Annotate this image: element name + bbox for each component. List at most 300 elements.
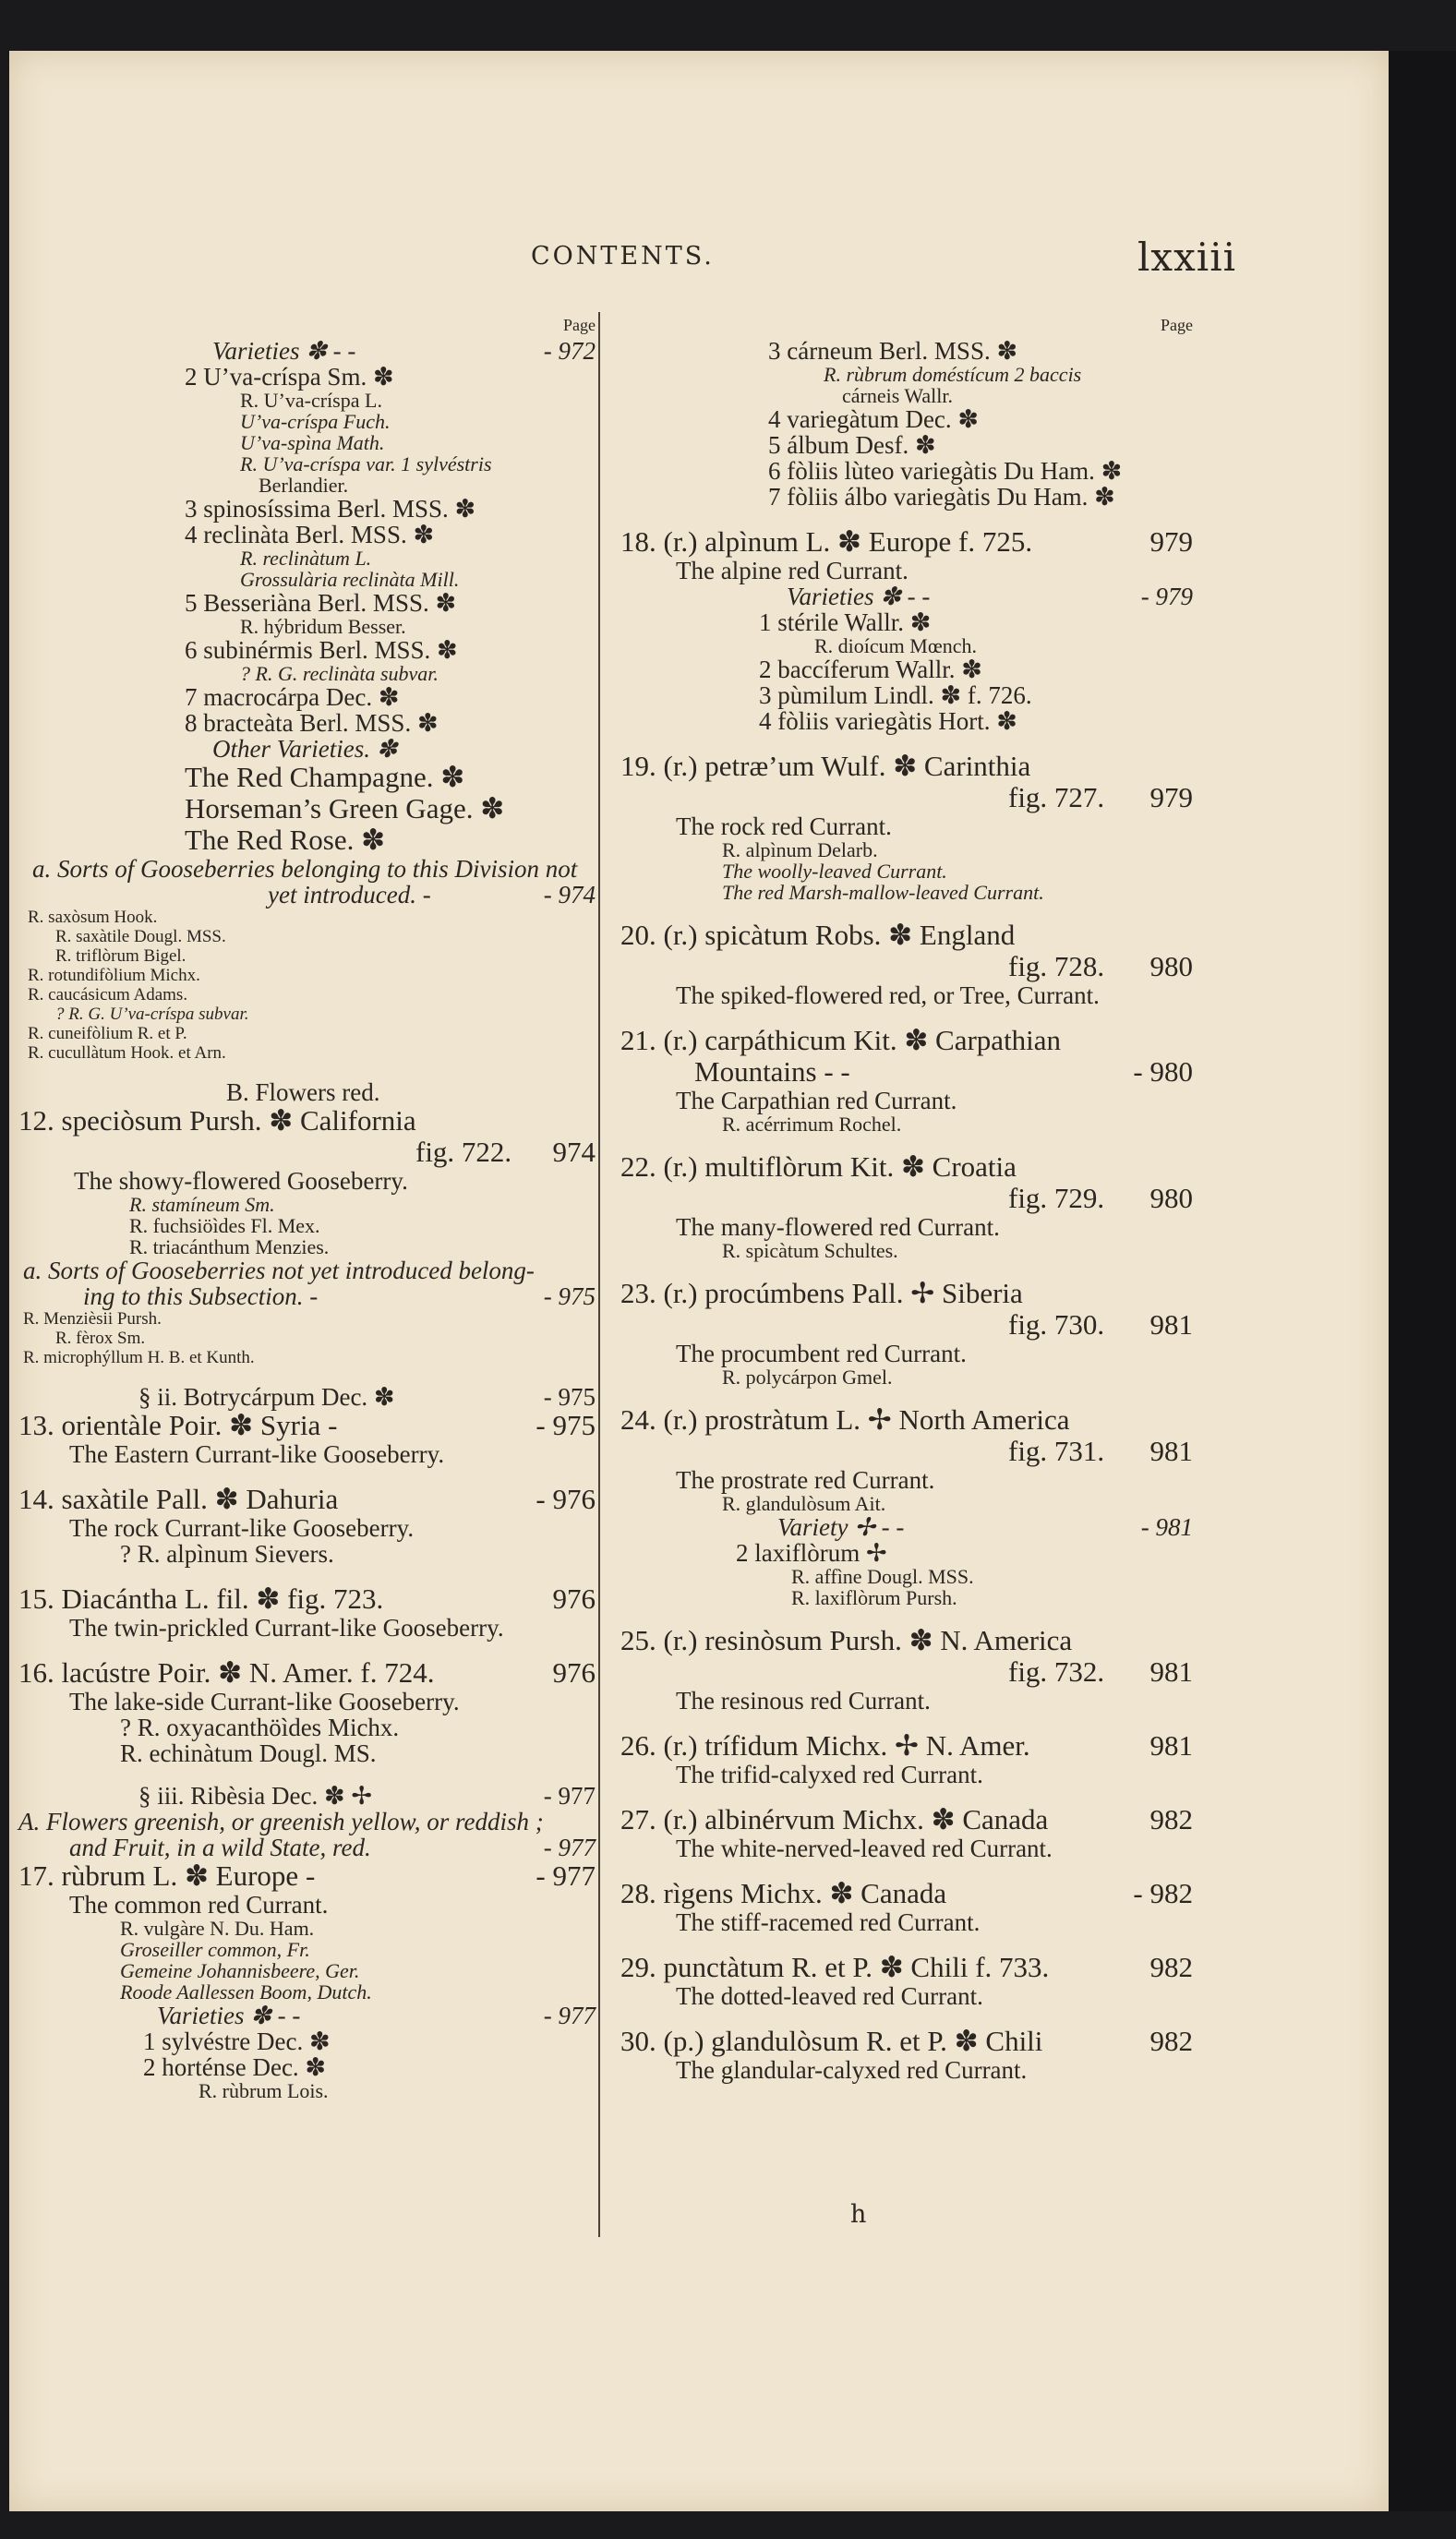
toc-entry-text: 3 spinosíssima Berl. MSS. ✽ bbox=[185, 495, 476, 523]
toc-line bbox=[611, 1341, 1193, 1366]
toc-entry-text: The twin-prickled Currant-like Gooseberry. bbox=[69, 1614, 504, 1642]
toc-entry-text: Groseiller common, Fr. bbox=[120, 1938, 310, 1961]
toc-line bbox=[611, 406, 1193, 432]
toc-line bbox=[611, 1762, 1193, 1787]
toc-line bbox=[18, 1137, 596, 1168]
toc-page-ref: - 975 bbox=[535, 1409, 596, 1441]
toc-entry-text: 22. (r.) multiflòrum Kit. ✽ Croatia bbox=[620, 1150, 1017, 1183]
toc-line bbox=[18, 1484, 596, 1515]
toc-line bbox=[18, 1583, 596, 1615]
toc-entry-text: 19. (r.) petræ’um Wulf. ✽ Carinthia bbox=[620, 750, 1031, 782]
toc-line bbox=[18, 1567, 596, 1583]
toc-page-ref: - 982 bbox=[1133, 1877, 1193, 1909]
toc-entry-text: yet introduced. - bbox=[268, 881, 431, 909]
toc-entry-text: The common red Currant. bbox=[69, 1891, 329, 1919]
toc-entry-text: R. fèrox Sm. bbox=[55, 1329, 146, 1348]
toc-entry-text: R. echinàtum Dougl. MS. bbox=[120, 1739, 377, 1767]
toc-entry-text: 16. lacústre Poir. ✽ N. Amer. f. 724. bbox=[18, 1656, 435, 1689]
toc-line bbox=[611, 1261, 1193, 1278]
toc-entry-text: R. saxòsum Hook. bbox=[28, 908, 158, 927]
toc-entry-text: 7 macrocárpa Dec. ✽ bbox=[185, 683, 400, 711]
toc-line bbox=[18, 1005, 596, 1024]
toc-line bbox=[18, 946, 596, 966]
toc-line bbox=[18, 1441, 596, 1467]
toc-line bbox=[18, 2054, 596, 2080]
toc-line bbox=[611, 1309, 1193, 1341]
toc-line bbox=[611, 526, 1193, 558]
toc-entry-text: The trifid-calyxed red Currant. bbox=[676, 1761, 983, 1788]
toc-line bbox=[18, 1384, 596, 1410]
toc-line bbox=[18, 1809, 596, 1835]
toc-line bbox=[611, 1436, 1193, 1467]
toc-line bbox=[18, 2080, 596, 2101]
toc-line bbox=[611, 1730, 1193, 1762]
toc-line bbox=[18, 1783, 596, 1809]
toc-entry-text: The rock red Currant. bbox=[676, 812, 892, 840]
toc-entry-text: and Fruit, in a wild State, red. bbox=[69, 1834, 371, 1861]
toc-line bbox=[18, 1715, 596, 1740]
toc-entry-text: ? R. alpìnum Sievers. bbox=[120, 1540, 334, 1568]
toc-line bbox=[611, 734, 1193, 751]
toc-entry-text: R. acérrimum Rochel. bbox=[722, 1113, 902, 1136]
toc-entry-text: 4 fòliis variegàtis Hort. ✽ bbox=[759, 707, 1017, 735]
toc-line bbox=[18, 1024, 596, 1043]
toc-entry-text: 24. (r.) prostràtum L. ✢ North America bbox=[620, 1403, 1070, 1436]
toc-entry-text: Roode Aallessen Boom, Dutch. bbox=[120, 1980, 372, 2004]
toc-line bbox=[611, 312, 1193, 338]
toc-line bbox=[611, 1909, 1193, 1935]
toc-page-ref: 979 bbox=[1149, 781, 1193, 813]
toc-entry-text: R. U’va-críspa L. bbox=[240, 389, 382, 412]
toc-entry-text: fig. 728. bbox=[1008, 950, 1105, 982]
toc-page-ref: 981 bbox=[1149, 1655, 1193, 1688]
toc-entry-text: The red Marsh-mallow-leaved Currant. bbox=[722, 881, 1044, 904]
toc-line bbox=[611, 584, 1193, 609]
toc-line bbox=[611, 1214, 1193, 1240]
toc-entry-text: Grossulària reclinàta Mill. bbox=[240, 568, 460, 591]
toc-line bbox=[18, 569, 596, 590]
toc-line bbox=[611, 1540, 1193, 1566]
toc-line bbox=[611, 751, 1193, 782]
toc-entry-text: 29. punctàtum R. et P. ✽ Chili f. 733. bbox=[620, 1951, 1050, 1983]
toc-line bbox=[611, 1587, 1193, 1608]
toc-entry-text: The many-flowered red Currant. bbox=[676, 1213, 1000, 1241]
toc-entry-text: ing to this Subsection. - bbox=[83, 1282, 319, 1310]
toc-entry-text: R. saxàtile Dougl. MSS. bbox=[55, 927, 226, 946]
toc-line bbox=[611, 2026, 1193, 2057]
toc-line bbox=[611, 1787, 1193, 1804]
toc-entry-text: U’va-spìna Math. bbox=[240, 431, 385, 454]
toc-line bbox=[611, 903, 1193, 920]
toc-entry-text: 4 variegàtum Dec. ✽ bbox=[768, 405, 980, 433]
toc-entry-text: Gemeine Johannisbeere, Ger. bbox=[120, 1959, 360, 1982]
toc-entry-text: The Eastern Currant-like Gooseberry. bbox=[69, 1440, 445, 1468]
toc-page-ref: - 974 bbox=[543, 881, 596, 909]
toc-entry-text: The stiff-racemed red Currant. bbox=[676, 1908, 981, 1936]
toc-page-ref: - 977 bbox=[543, 1834, 596, 1861]
toc-line bbox=[611, 1608, 1193, 1625]
toc-line bbox=[611, 338, 1193, 364]
toc-page-ref: - 980 bbox=[1133, 1055, 1193, 1088]
toc-entry-text: R. vulgàre N. Du. Ham. bbox=[120, 1917, 315, 1940]
toc-entry-text: 28. rìgens Michx. ✽ Canada bbox=[620, 1877, 947, 1909]
toc-line bbox=[18, 1939, 596, 1960]
toc-line bbox=[611, 1983, 1193, 2009]
toc-entry-text: a. Sorts of Gooseberries belonging to this Division not bbox=[32, 855, 578, 883]
toc-entry-text: The alpine red Currant. bbox=[676, 557, 908, 584]
toc-line bbox=[611, 920, 1193, 951]
toc-entry-text: 5 álbum Desf. ✽ bbox=[768, 431, 936, 459]
toc-line bbox=[18, 548, 596, 569]
toc-entry-text: Varieties ✽ - - bbox=[157, 2002, 301, 2029]
toc-entry-text: R. cuneifòlium R. et P. bbox=[28, 1024, 187, 1043]
toc-line bbox=[611, 1467, 1193, 1493]
toc-line bbox=[18, 882, 596, 908]
toc-line bbox=[18, 1515, 596, 1541]
toc-page-ref: 981 bbox=[1149, 1729, 1193, 1762]
toc-entry-text: R. U’va-críspa var. 1 sylvéstris bbox=[240, 452, 492, 475]
toc-page-ref: 976 bbox=[552, 1582, 596, 1615]
toc-page-ref: - 972 bbox=[543, 337, 596, 365]
toc-line bbox=[611, 1625, 1193, 1656]
toc-entry-text: 1 stérile Wallr. ✽ bbox=[759, 608, 932, 636]
toc-line bbox=[611, 1056, 1193, 1088]
toc-line bbox=[18, 1168, 596, 1194]
toc-line bbox=[18, 1194, 596, 1215]
toc-entry-text: 27. (r.) albinérvum Michx. ✽ Canada bbox=[620, 1803, 1049, 1835]
toc-line bbox=[18, 1257, 596, 1283]
toc-entry-text: The rock Currant-like Gooseberry. bbox=[69, 1514, 415, 1542]
toc-entry-text: Page bbox=[563, 316, 596, 334]
toc-entry-text: 26. (r.) trífidum Michx. ✢ N. Amer. bbox=[620, 1729, 1030, 1762]
toc-line bbox=[611, 1861, 1193, 1878]
toc-line bbox=[18, 1043, 596, 1063]
toc-line bbox=[611, 1952, 1193, 1983]
toc-entry-text: 21. (r.) carpáthicum Kit. ✽ Carpathian bbox=[620, 1024, 1062, 1056]
toc-line bbox=[611, 1514, 1193, 1540]
toc-entry-text: R. stamíneum Sm. bbox=[129, 1193, 275, 1216]
toc-entry-text: The Carpathian red Currant. bbox=[676, 1087, 957, 1114]
toc-page-ref: 974 bbox=[552, 1136, 596, 1168]
toc-entry-text: Berlandier. bbox=[259, 474, 349, 497]
toc-page-ref: 980 bbox=[1149, 950, 1193, 982]
toc-line bbox=[18, 1835, 596, 1860]
toc-line bbox=[18, 496, 596, 522]
toc-entry-text: ? R. G. U’va-críspa subvar. bbox=[55, 1005, 249, 1024]
toc-entry-text: R. triflòrum Bigel. bbox=[55, 946, 187, 966]
toc-entry-text: R. laxiflòrum Pursh. bbox=[791, 1586, 957, 1609]
toc-line bbox=[611, 882, 1193, 903]
toc-line bbox=[611, 635, 1193, 656]
toc-entry-text: 18. (r.) alpìnum L. ✽ Europe f. 725. bbox=[620, 525, 1033, 558]
toc-line bbox=[611, 458, 1193, 484]
toc-entry-text: R. rùbrum Lois. bbox=[199, 2079, 329, 2102]
toc-entry-text: R. caucásicum Adams. bbox=[28, 985, 188, 1005]
toc-line bbox=[18, 1689, 596, 1715]
toc-line bbox=[18, 1615, 596, 1641]
toc-line bbox=[18, 1348, 596, 1367]
toc-entry-text: 2 horténse Dec. ✽ bbox=[143, 2053, 327, 2081]
toc-line bbox=[611, 1935, 1193, 1952]
toc-line bbox=[611, 484, 1193, 510]
toc-entry-text: A. Flowers greenish, or greenish yellow, or reddish ; bbox=[18, 1808, 544, 1835]
toc-entry-text: fig. 732. bbox=[1008, 1655, 1105, 1688]
toc-entry-text: Variety ✢ - - bbox=[777, 1513, 905, 1541]
toc-line bbox=[611, 839, 1193, 860]
toc-line bbox=[611, 1656, 1193, 1688]
toc-entry-text: U’va-críspa Fuch. bbox=[240, 410, 391, 433]
toc-entry-text: R. rotundifòlium Michx. bbox=[28, 966, 200, 985]
toc-line bbox=[18, 1367, 596, 1384]
toc-entry-text: R. glandulòsum Ait. bbox=[722, 1492, 886, 1515]
toc-line bbox=[18, 1860, 596, 1892]
toc-line bbox=[18, 390, 596, 411]
toc-line bbox=[611, 1566, 1193, 1587]
toc-entry-text: The woolly-leaved Currant. bbox=[722, 860, 947, 883]
toc-line bbox=[611, 558, 1193, 584]
toc-line bbox=[611, 432, 1193, 458]
toc-line bbox=[611, 1878, 1193, 1909]
toc-page-ref: - 979 bbox=[1140, 583, 1193, 610]
toc-entry-text: 13. orientàle Poir. ✽ Syria - bbox=[18, 1409, 338, 1441]
toc-entry-text: ? R. oxyacanthöìdes Michx. bbox=[120, 1714, 400, 1741]
toc-page-ref: - 977 bbox=[535, 1859, 596, 1892]
toc-entry-text: 15. Diacántha L. fil. ✽ fig. 723. bbox=[18, 1582, 384, 1615]
toc-line bbox=[18, 663, 596, 684]
toc-page-ref: 980 bbox=[1149, 1182, 1193, 1214]
toc-entry-text: a. Sorts of Gooseberries not yet introduced belong- bbox=[23, 1257, 535, 1284]
toc-entry-text: R. alpìnum Delarb. bbox=[722, 838, 878, 861]
toc-entry-text: The glandular-calyxed red Currant. bbox=[676, 2056, 1028, 2084]
toc-entry-text: R. microphýllum H. B. et Kunth. bbox=[23, 1348, 255, 1367]
toc-line bbox=[611, 682, 1193, 708]
toc-entry-text: R. dioícum Mœnch. bbox=[814, 634, 977, 657]
toc-entry-text: The white-nerved-leaved red Currant. bbox=[676, 1835, 1053, 1862]
toc-line bbox=[18, 411, 596, 432]
toc-line bbox=[18, 453, 596, 475]
toc-entry-text: 14. saxàtile Pall. ✽ Dahuria bbox=[18, 1483, 339, 1515]
running-header-title: CONTENTS. bbox=[531, 242, 715, 271]
toc-entry-text: 3 cárneum Berl. MSS. ✽ bbox=[768, 337, 1018, 365]
toc-entry-text: 20. (r.) spicàtum Robs. ✽ England bbox=[620, 919, 1016, 951]
toc-entry-text: § iii. Ribèsia Dec. ✽ ✢ bbox=[138, 1782, 372, 1810]
toc-entry-text: The prostrate red Currant. bbox=[676, 1466, 935, 1494]
toc-line bbox=[611, 1008, 1193, 1025]
toc-line bbox=[18, 522, 596, 548]
signature-mark: h bbox=[850, 2200, 867, 2229]
toc-entry-text: The lake-side Currant-like Gooseberry. bbox=[69, 1688, 460, 1715]
toc-line bbox=[18, 1283, 596, 1309]
toc-line bbox=[611, 982, 1193, 1008]
toc-line bbox=[18, 1541, 596, 1567]
toc-entry-text: 23. (r.) procúmbens Pall. ✢ Siberia bbox=[620, 1277, 1023, 1309]
toc-line bbox=[611, 1493, 1193, 1514]
toc-line bbox=[18, 1467, 596, 1484]
toc-entry-text: 12. speciòsum Pursh. ✽ California bbox=[18, 1104, 416, 1137]
toc-line bbox=[18, 856, 596, 882]
toc-entry-text: R. spicàtum Schultes. bbox=[722, 1239, 898, 1262]
toc-entry-text: 6 fòliis lùteo variegàtis Du Ham. ✽ bbox=[768, 457, 1123, 485]
toc-page-ref: - 977 bbox=[543, 1782, 596, 1810]
toc-line bbox=[18, 1105, 596, 1137]
toc-line bbox=[611, 364, 1193, 385]
toc-entry-text: The dotted-leaved red Currant. bbox=[676, 1982, 983, 2010]
toc-line bbox=[18, 1641, 596, 1657]
toc-line bbox=[18, 1657, 596, 1689]
toc-line bbox=[611, 656, 1193, 682]
toc-line bbox=[611, 813, 1193, 839]
toc-line bbox=[18, 1960, 596, 1981]
toc-line bbox=[18, 966, 596, 985]
toc-entry-text: R. polycárpon Gmel. bbox=[722, 1366, 893, 1389]
toc-page-ref: - 975 bbox=[543, 1282, 596, 1310]
toc-entry-text: 2 baccíferum Wallr. ✽ bbox=[759, 656, 982, 683]
toc-entry-text: fig. 731. bbox=[1008, 1435, 1105, 1467]
toc-entry-text: The showy-flowered Gooseberry. bbox=[74, 1167, 408, 1195]
toc-line bbox=[18, 432, 596, 453]
toc-line bbox=[18, 927, 596, 946]
toc-entry-text: Other Varieties. ✽ bbox=[212, 735, 398, 763]
toc-entry-text: R. reclinàtum L. bbox=[240, 547, 372, 570]
toc-line bbox=[611, 1688, 1193, 1714]
toc-line bbox=[611, 609, 1193, 635]
toc-line bbox=[18, 684, 596, 710]
toc-line bbox=[18, 1063, 596, 1079]
toc-line bbox=[18, 1410, 596, 1441]
toc-entry-text: The Red Rose. ✽ bbox=[185, 824, 386, 856]
toc-line bbox=[18, 2003, 596, 2028]
toc-entry-text: Mountains - - bbox=[694, 1055, 850, 1088]
toc-page-ref: 976 bbox=[552, 1656, 596, 1689]
toc-entry-text: R. hýbridum Besser. bbox=[240, 615, 406, 638]
toc-line bbox=[611, 782, 1193, 813]
toc-line bbox=[611, 385, 1193, 406]
toc-entry-text: fig. 730. bbox=[1008, 1308, 1105, 1341]
toc-line bbox=[18, 475, 596, 496]
toc-entry-text: R. cucullàtum Hook. et Arn. bbox=[28, 1043, 226, 1063]
toc-line bbox=[18, 793, 596, 824]
toc-entry-text: 1 sylvéstre Dec. ✽ bbox=[143, 2028, 331, 2055]
toc-line bbox=[611, 1388, 1193, 1404]
left-column bbox=[18, 312, 596, 2101]
toc-line bbox=[18, 908, 596, 927]
toc-entry-text: 8 bracteàta Berl. MSS. ✽ bbox=[185, 709, 439, 737]
toc-entry-text: R. fuchsiöìdes Fl. Mex. bbox=[129, 1214, 320, 1237]
toc-line bbox=[18, 1309, 596, 1329]
toc-line bbox=[611, 1804, 1193, 1835]
toc-entry-text: 25. (r.) resinòsum Pursh. ✽ N. America bbox=[620, 1624, 1073, 1656]
toc-line bbox=[611, 1135, 1193, 1151]
toc-line bbox=[18, 590, 596, 616]
toc-line bbox=[611, 1183, 1193, 1214]
toc-line bbox=[18, 762, 596, 793]
toc-page-ref: - 976 bbox=[535, 1483, 596, 1515]
toc-page-ref: 982 bbox=[1149, 1803, 1193, 1835]
column-divider bbox=[598, 312, 600, 2237]
toc-line bbox=[611, 860, 1193, 882]
toc-entry-text: The spiked-flowered red, or Tree, Currant. bbox=[676, 981, 1100, 1009]
toc-line bbox=[611, 2009, 1193, 2026]
toc-page-ref: 979 bbox=[1149, 525, 1193, 558]
toc-line bbox=[611, 1151, 1193, 1183]
toc-entry-text: 4 reclinàta Berl. MSS. ✽ bbox=[185, 521, 435, 548]
toc-line bbox=[18, 2028, 596, 2054]
toc-page-ref: - 975 bbox=[543, 1383, 596, 1411]
toc-line bbox=[18, 1766, 596, 1783]
toc-line bbox=[18, 710, 596, 736]
toc-entry-text: fig. 722. bbox=[415, 1136, 512, 1168]
right-column bbox=[611, 312, 1193, 2083]
toc-entry-text: fig. 727. bbox=[1008, 781, 1105, 813]
toc-entry-text: 17. rùbrum L. ✽ Europe - bbox=[18, 1859, 316, 1892]
toc-page-ref: 982 bbox=[1149, 1951, 1193, 1983]
toc-line bbox=[18, 1215, 596, 1236]
toc-line bbox=[611, 1835, 1193, 1861]
toc-line bbox=[611, 951, 1193, 982]
toc-line bbox=[18, 1079, 596, 1105]
toc-entry-text: § ii. Botrycárpum Dec. ✽ bbox=[138, 1383, 395, 1411]
toc-line bbox=[611, 1278, 1193, 1309]
toc-line bbox=[611, 1240, 1193, 1261]
toc-entry-text: 6 subinérmis Berl. MSS. ✽ bbox=[185, 636, 458, 664]
toc-entry-text: The procumbent red Currant. bbox=[676, 1340, 967, 1367]
toc-entry-text: 30. (p.) glandulòsum R. et P. ✽ Chili bbox=[620, 2025, 1043, 2057]
toc-page-ref: 981 bbox=[1149, 1308, 1193, 1341]
toc-line bbox=[611, 1025, 1193, 1056]
toc-line bbox=[18, 1981, 596, 2003]
toc-entry-text: R. triacánthum Menzies. bbox=[129, 1235, 330, 1258]
toc-entry-text: B. Flowers red. bbox=[226, 1078, 380, 1106]
toc-entry-text: R. rùbrum doméstícum 2 baccis bbox=[824, 363, 1082, 386]
toc-line bbox=[611, 510, 1193, 526]
toc-page-ref: - 977 bbox=[543, 2002, 596, 2029]
toc-entry-text: Page bbox=[1161, 316, 1193, 334]
toc-page-ref: 981 bbox=[1149, 1435, 1193, 1467]
toc-page-ref: 982 bbox=[1149, 2025, 1193, 2057]
toc-line bbox=[611, 1088, 1193, 1113]
toc-entry-text: 3 pùmilum Lindl. ✽ f. 726. bbox=[759, 681, 1032, 709]
toc-line bbox=[18, 616, 596, 637]
toc-line bbox=[18, 312, 596, 338]
toc-line bbox=[18, 1892, 596, 1918]
toc-entry-text: Varieties ✽ - - bbox=[787, 583, 931, 610]
toc-line bbox=[18, 1740, 596, 1766]
toc-entry-text: The Red Champagne. ✽ bbox=[185, 761, 465, 793]
toc-line bbox=[18, 1236, 596, 1257]
toc-entry-text: 5 Besseriàna Berl. MSS. ✽ bbox=[185, 589, 457, 617]
toc-line bbox=[18, 338, 596, 364]
toc-line bbox=[18, 637, 596, 663]
dark-margin bbox=[1389, 51, 1456, 2511]
toc-entry-text: ? R. G. reclinàta subvar. bbox=[240, 662, 439, 685]
toc-line bbox=[611, 2057, 1193, 2083]
toc-entry-text: 2 laxiflòrum ✢ bbox=[736, 1539, 887, 1567]
toc-line bbox=[611, 1113, 1193, 1135]
toc-page-ref: - 981 bbox=[1140, 1513, 1193, 1541]
toc-entry-text: 2 U’va-críspa Sm. ✽ bbox=[185, 363, 394, 391]
toc-entry-text: 7 fòliis álbo variegàtis Du Ham. ✽ bbox=[768, 483, 1115, 511]
toc-entry-text: Horseman’s Green Gage. ✽ bbox=[185, 792, 505, 824]
toc-line bbox=[611, 708, 1193, 734]
toc-line bbox=[18, 985, 596, 1005]
toc-line bbox=[18, 1329, 596, 1348]
toc-entry-text: The resinous red Currant. bbox=[676, 1687, 931, 1715]
toc-line bbox=[611, 1366, 1193, 1388]
toc-entry-text: R. affìne Dougl. MSS. bbox=[791, 1565, 974, 1588]
toc-entry-text: fig. 729. bbox=[1008, 1182, 1105, 1214]
toc-line bbox=[18, 824, 596, 856]
toc-entry-text: R. Menzièsii Pursh. bbox=[23, 1309, 162, 1329]
